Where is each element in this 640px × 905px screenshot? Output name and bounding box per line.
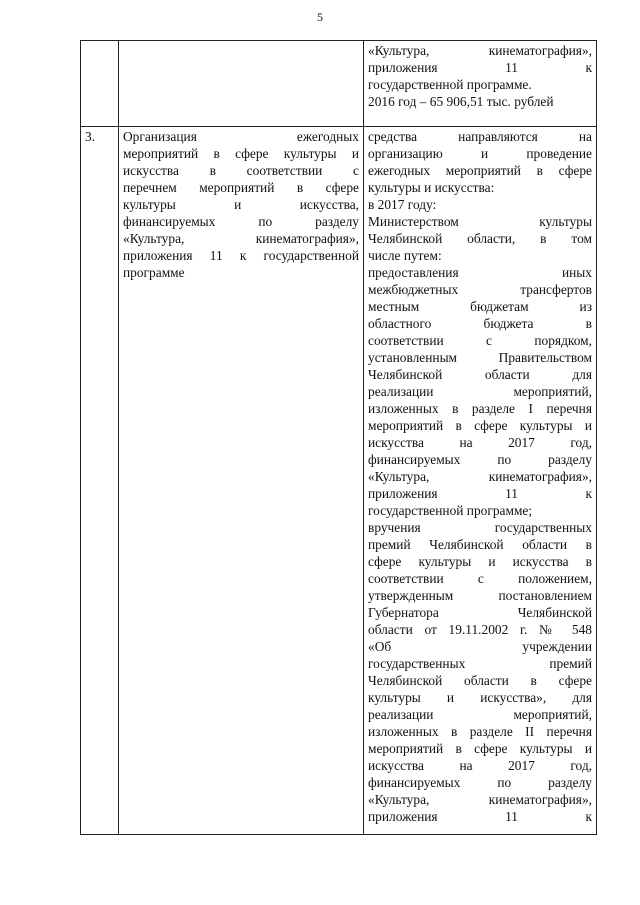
- text-line: государственных премий: [368, 656, 592, 671]
- text-line: премий Челябинской области в: [368, 537, 592, 552]
- text-line: культуры и искусства,: [123, 197, 359, 212]
- text-line: Челябинской области в сфере: [368, 673, 592, 688]
- text-line: средства направляются на: [368, 129, 592, 144]
- text-line: приложения 11 к: [368, 809, 592, 824]
- text-line: «Культура, кинематография»,: [368, 43, 592, 58]
- text-line: реализации мероприятий,: [368, 384, 592, 399]
- text-line: искусства на 2017 год,: [368, 435, 592, 450]
- text-line: приложения 11 к государственной: [123, 248, 359, 263]
- details-cell: [364, 127, 597, 835]
- text-line: межбюджетных трансфертов: [368, 282, 592, 297]
- text-line: приложения 11 к: [368, 60, 592, 75]
- description-cell: [119, 127, 364, 835]
- description-cell: [119, 41, 364, 127]
- text-line: перечнем мероприятий в сфере: [123, 180, 359, 195]
- text-line: областного бюджета в: [368, 316, 592, 331]
- row-number-cell: 3.: [81, 127, 119, 835]
- table-row: [81, 41, 597, 127]
- text-line: культуры и искусства:: [368, 180, 495, 195]
- text-line: изложенных в разделе II перечня: [368, 724, 592, 739]
- text-line: финансируемых по разделу: [368, 775, 592, 790]
- details-text: [368, 42, 592, 110]
- text-line: ежегодных мероприятий в сфере: [368, 163, 592, 178]
- text-line: «Культура, кинематография»,: [368, 469, 592, 484]
- text-line: Челябинской области для: [368, 367, 592, 382]
- text-line: Челябинской области, в том: [368, 231, 592, 246]
- text-line: утвержденным постановлением: [368, 588, 592, 603]
- text-line: «Об учреждении: [368, 639, 592, 654]
- text-line: 2016 год – 65 906,51 тыс. рублей: [368, 94, 554, 109]
- page-number: 5: [317, 10, 323, 24]
- text-line: государственной программе.: [368, 77, 532, 92]
- text-line: числе путем:: [368, 248, 442, 263]
- text-line: в 2017 году:: [368, 197, 437, 212]
- text-line: области от 19.11.2002 г. № 548: [368, 622, 592, 637]
- details-cell: [364, 41, 597, 127]
- text-line: вручения государственных: [368, 520, 592, 535]
- text-line: искусства в соответствии с: [123, 163, 359, 178]
- text-line: организацию и проведение: [368, 146, 592, 161]
- text-line: местным бюджетам из: [368, 299, 592, 314]
- text-line: установленным Правительством: [368, 350, 592, 365]
- text-line: изложенных в разделе I перечня: [368, 401, 592, 416]
- text-line: предоставления иных: [368, 265, 592, 280]
- details-text: [368, 128, 592, 825]
- text-line: «Культура, кинематография»,: [368, 792, 592, 807]
- row-number-cell: [81, 41, 119, 127]
- text-line: программе: [123, 265, 185, 280]
- text-line: приложения 11 к: [368, 486, 592, 501]
- text-line: «Культура, кинематография»,: [123, 231, 359, 246]
- table-row: [81, 127, 597, 835]
- text-line: Министерством культуры: [368, 214, 592, 229]
- text-line: мероприятий в сфере культуры и: [368, 418, 592, 433]
- text-line: соответствии с порядком,: [368, 333, 592, 348]
- description-text: [123, 128, 359, 281]
- text-line: финансируемых по разделу: [368, 452, 592, 467]
- text-line: сфере культуры и искусства в: [368, 554, 592, 569]
- text-line: искусства на 2017 год,: [368, 758, 592, 773]
- text-line: мероприятий в сфере культуры и: [368, 741, 592, 756]
- text-line: Губернатора Челябинской: [368, 605, 592, 620]
- text-line: культуры и искусства», для: [368, 690, 592, 705]
- text-line: финансируемых по разделу: [123, 214, 359, 229]
- text-line: государственной программе;: [368, 503, 533, 518]
- text-line: Организация ежегодных: [123, 129, 359, 144]
- text-line: соответствии с положением,: [368, 571, 592, 586]
- text-line: мероприятий в сфере культуры и: [123, 146, 359, 161]
- document-table: [80, 40, 597, 835]
- text-line: реализации мероприятий,: [368, 707, 592, 722]
